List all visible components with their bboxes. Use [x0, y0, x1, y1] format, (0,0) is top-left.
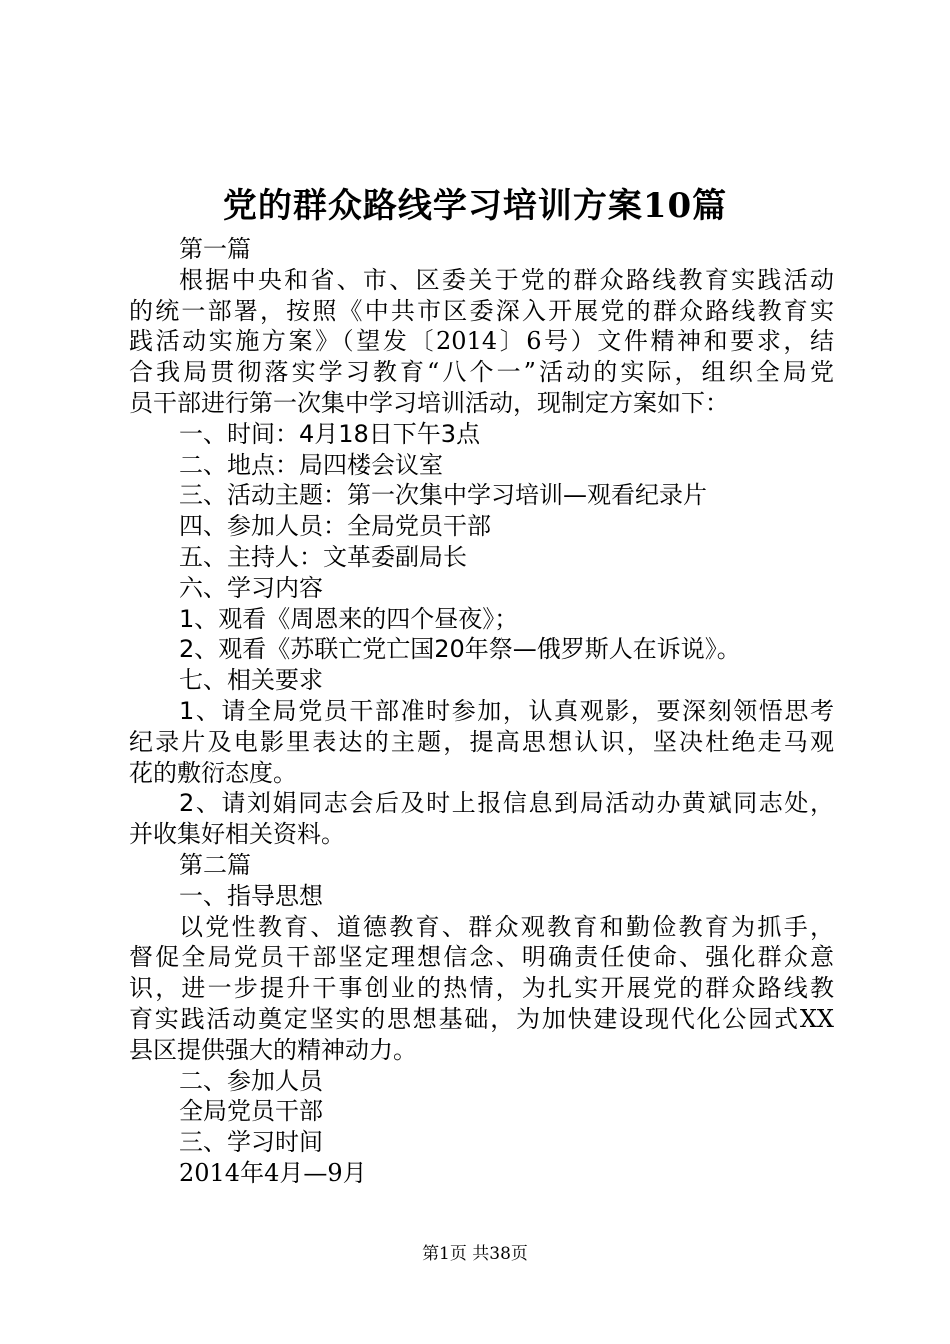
document-body: [129, 234, 834, 1189]
part2-item-time: 三、学习时间: [179, 1128, 323, 1157]
item-content: 六、学习内容: [179, 573, 323, 602]
part1-intro-line: 的统一部署，按照《中共市区委深入开展党的群众路线教育实: [129, 296, 834, 325]
part1-heading: 第一篇: [179, 235, 251, 263]
part2-time-text: 2014年4月—9月: [179, 1158, 367, 1187]
part1-intro-paragraph: [129, 265, 834, 419]
page-footer: 第1页 共38页: [422, 1244, 528, 1264]
document-title: 党的群众路线学习培训方案10篇: [222, 186, 728, 226]
item-participants: 四、参加人员：全局党员干部: [179, 512, 491, 541]
guiding-paragraph: [129, 912, 834, 1066]
item-time: 一、时间：4月18日下午3点: [179, 419, 481, 448]
requirement-2-line: 2、请刘娟同志会后及时上报信息到局活动办黄斌同志处，: [179, 789, 834, 818]
guiding-line: 识，进一步提升干事创业的热情，为扎实开展党的群众路线教: [129, 974, 834, 1003]
part1-intro-line: 践活动实施方案》（望发〔2014〕6号）文件精神和要求，结: [129, 327, 834, 356]
requirement-1-line: 花的敷衍态度。: [129, 758, 297, 787]
guiding-line: 以党性教育、道德教育、群众观教育和勤俭教育为抓手，: [179, 912, 834, 941]
requirement-1-line: 1、请全局党员干部准时参加，认真观影，要深刻领悟思考: [179, 696, 834, 725]
requirement-1-paragraph: [129, 696, 834, 788]
content-item-2: 2、观看《苏联亡党亡国20年祭—俄罗斯人在诉说》。: [179, 635, 741, 664]
part2-item-participants: 二、参加人员: [179, 1066, 323, 1095]
item-host: 五、主持人：文革委副局长: [179, 542, 467, 571]
item-theme: 三、活动主题：第一次集中学习培训—观看纪录片: [179, 481, 707, 510]
requirement-2-paragraph: [129, 788, 834, 850]
part2-heading: 第二篇: [179, 850, 251, 879]
part1-intro-line: 员干部进行第一次集中学习培训活动，现制定方案如下：: [129, 388, 729, 417]
part2-participants-text: 全局党员干部: [179, 1097, 323, 1126]
part1-intro-line: 根据中央和省、市、区委关于党的群众路线教育实践活动: [179, 265, 834, 294]
item-place: 二、地点：局四楼会议室: [179, 450, 443, 479]
item-requirements: 七、相关要求: [179, 666, 323, 695]
guiding-line: 督促全局党员干部坚定理想信念、明确责任使命、强化群众意: [129, 943, 834, 972]
requirement-1-line: 纪录片及电影里表达的主题，提高思想认识，坚决杜绝走马观: [129, 727, 834, 756]
part1-intro-line: 合我局贯彻落实学习教育“八个一”活动的实际，组织全局党: [129, 358, 834, 387]
guiding-line: 育实践活动奠定坚实的思想基础，为加快建设现代化公园式XX: [129, 1004, 834, 1033]
requirement-2-line: 并收集好相关资料。: [129, 820, 345, 849]
content-item-1: 1、观看《周恩来的四个昼夜》；: [179, 604, 519, 633]
item-guiding-thought: 一、指导思想: [179, 881, 323, 910]
guiding-line: 县区提供强大的精神动力。: [129, 1035, 417, 1064]
